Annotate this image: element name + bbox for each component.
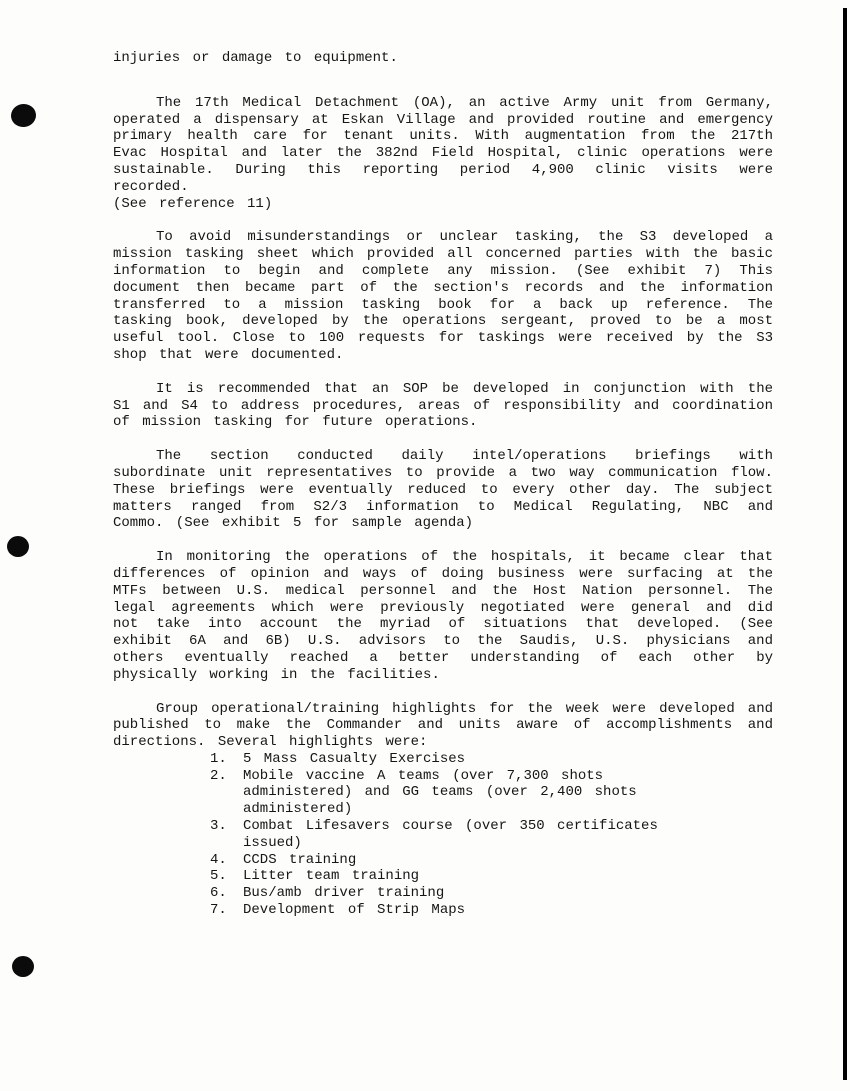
list-item-number: 3. [210, 818, 227, 835]
paragraph-mission-tasking: To avoid misunderstandings or unclear tasking, the S3 developed a mission tasking sheet which provided all concerned parties with the basic information to begin and complete any mission. (See exhibit 7) This document then became part of the section's records and the information transferred to a mission tasking book for a back up reference. The tasking book, developed by the operations sergeant, proved to be a most useful tool. Close to 100 requests for taskings were received by the S3 shop that were documented. [113, 229, 773, 363]
punch-hole-middle [7, 536, 29, 557]
list-item-text: Mobile vaccine A teams (over 7,300 shots administered) and GG teams (over 2,400 shots administered) [243, 767, 637, 818]
list-item-number: 1. [210, 750, 227, 767]
paragraph-hospital-operations: In monitoring the operations of the hospitals, it became clear that differences of opinion and ways of doing business were surfacing at the MTFs between U.S. medical personnel and the Host Nation personnel. The legal agreements which were previously negotiated were general and did not take into account the myriad of situations that developed. (See exhibit 6A and 6B) U.S. advisors to the Saudis, U.S. physicians and others eventually reached a better understanding of each other by physically working in the facilities. [113, 549, 773, 683]
reference-note: (See reference 11) [113, 195, 273, 212]
list-item-number: 4. [210, 851, 227, 868]
list-item-text: CCDS training [243, 851, 357, 868]
list-item-number: 7. [210, 902, 227, 919]
list-item-text: Development of Strip Maps [243, 902, 466, 919]
list-item [210, 818, 773, 852]
paragraph-daily-briefings: The section conducted daily intel/operations briefings with subordinate unit representatives to provide a two way communication flow. These briefings were eventually reduced to every other day. The subject matters ranged from S2/3 information to Medical Regulating, NBC and Commo. (See exhibit 5 for sample agenda) [113, 448, 773, 532]
list-item [210, 885, 773, 902]
paragraph-sop-recommendation: It is recommended that an SOP be developed in conjunction with the S1 and S4 to address procedures, areas of responsibility and coordination of mission tasking for future operations. [113, 380, 773, 431]
paragraph-medical-detachment: The 17th Medical Detachment (OA), an active Army unit from Germany, operated a dispensary at Eskan Village and provided routine and emergency primary health care for tenant units. With augmentation from the 217th Evac Hospital and later the 382nd Field Hospital, clinic operations were sustainable. During this reporting period 4,900 clinic visits were recorded. [113, 94, 773, 195]
paragraph-group-highlights: Group operational/training highlights for the week were developed and published to make the Commander and units aware of accomplishments and directions. Several highlights were: [113, 700, 773, 751]
list-item [210, 852, 773, 869]
punch-hole-bottom [12, 956, 34, 977]
list-item-text: Bus/amb driver training [243, 885, 445, 902]
document-content [113, 50, 773, 919]
list-item [210, 902, 773, 919]
list-item-text: Litter team training [243, 868, 420, 885]
list-item [210, 768, 773, 818]
list-item-text: Combat Lifesavers course (over 350 certificates issued) [243, 818, 658, 851]
list-item-number: 5. [210, 868, 227, 885]
list-item [210, 868, 773, 885]
page-binding-edge-line [843, 8, 847, 1080]
list-item-number: 2. [210, 767, 227, 784]
punch-hole-top [10, 102, 38, 128]
list-item [210, 751, 773, 768]
list-item-number: 6. [210, 885, 227, 902]
highlights-list [113, 751, 773, 919]
carryover-line: injuries or damage to equipment. [113, 50, 398, 66]
list-item-text: 5 Mass Casualty Exercises [243, 750, 466, 767]
